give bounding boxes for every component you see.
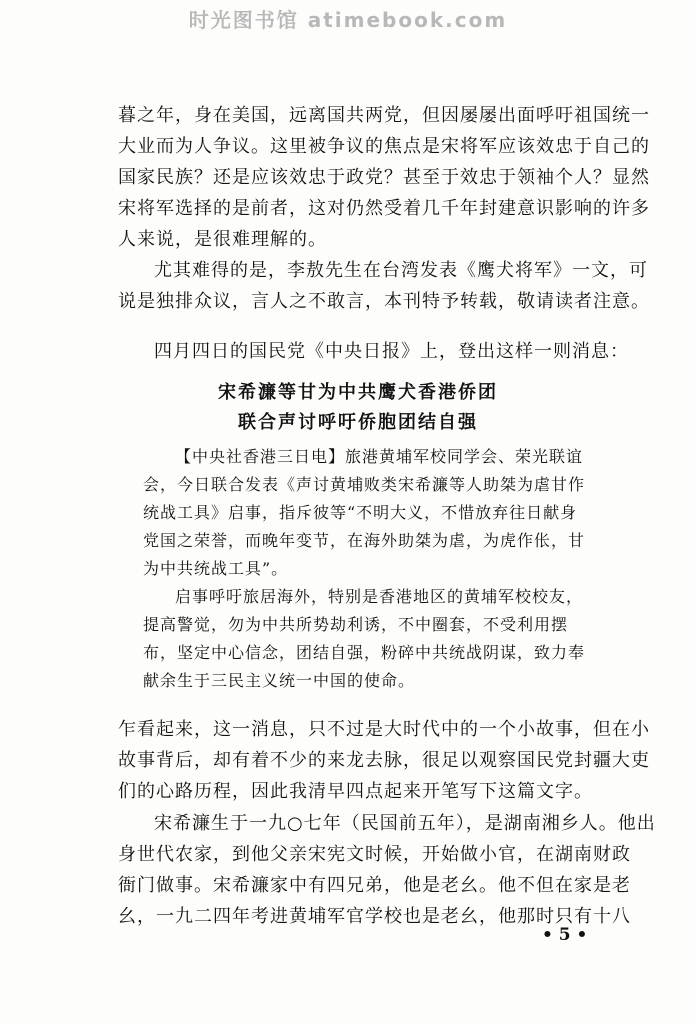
news-quote-2 bbox=[143, 583, 588, 695]
paragraph-1 bbox=[118, 100, 650, 255]
text-line: 故事背后，却有着不少的来龙去脉，很足以观察国民党封疆大吏 bbox=[118, 750, 650, 771]
text-line: 宋将军选择的是前者，这对仍然受着几千年封建意识影响的许多 bbox=[118, 198, 650, 219]
watermark: 时光图书馆 atimebook.com bbox=[188, 8, 508, 32]
text-line: 衙门做事。宋希濂家中有四兄弟，他是老幺。他不但在家是老 bbox=[118, 875, 631, 896]
text-line: 身世代农家，到他父亲宋宪文时候，开始做小官，在湖南财政 bbox=[118, 844, 631, 865]
paragraph-3 bbox=[118, 714, 650, 807]
news-headline bbox=[118, 378, 598, 438]
text-line: 人来说，是很难理解的。 bbox=[118, 229, 327, 250]
paragraph-2 bbox=[118, 255, 650, 317]
quote-line: 献余生于三民主义统一中国的使命。 bbox=[143, 671, 416, 690]
quote-line: 布，坚定中心信念，团结自强，粉碎中共统战阴谋，致力奉 bbox=[143, 643, 586, 662]
text-line: 宋希濂生于一九○七年（民国前五年），是湖南湘乡人。他出 bbox=[154, 813, 656, 834]
intro-line bbox=[118, 336, 629, 367]
quote-line: 党国之荣誉，而晚年变节，在海外助桀为虐，为虎作伥，甘 bbox=[143, 531, 586, 550]
text-line: 暮之年，身在美国，远离国共两党，但因屡屡出面呼吁祖国统一 bbox=[118, 105, 650, 126]
text-line: 国家民族？还是应该效忠于政党？甚至于效忠于领袖个人？显然 bbox=[118, 167, 650, 188]
headline-line: 联合声讨呼吁侨胞团结自强 bbox=[238, 412, 478, 433]
headline-line: 宋希濂等甘为中共鹰犬香港侨团 bbox=[218, 382, 498, 403]
text-line: 乍看起来，这一消息，只不过是大时代中的一个小故事，但在小 bbox=[118, 719, 650, 740]
page-number: • 5 • bbox=[542, 925, 588, 945]
news-quote-1 bbox=[143, 443, 588, 583]
text-line: 尤其难得的是，李敖先生在台湾发表《鹰犬将军》一文，可 bbox=[154, 260, 648, 281]
text-line: 大业而为人争议。这里被争议的焦点是宋将军应该效忠于自己的 bbox=[118, 136, 650, 157]
text-line: 四月四日的国民党《中央日报》上，登出这样一则消息： bbox=[154, 341, 629, 362]
quote-line: 提高警觉，勿为中共所势劫利诱，不中圈套，不受利用摆 bbox=[143, 615, 569, 634]
text-line: 幺，一九二四年考进黄埔军官学校也是老幺，他那时只有十八 bbox=[118, 906, 631, 927]
quote-line: 【中央社香港三日电】旅港黄埔军校同学会、荣光联谊 bbox=[175, 447, 584, 466]
quote-line: 为中共统战工具”。 bbox=[143, 559, 289, 578]
text-line: 说是独排众议，言人之不敢言，本刊特予转载，敬请读者注意。 bbox=[118, 291, 650, 312]
text-line: 们的心路历程，因此我清早四点起来开笔写下这篇文字。 bbox=[118, 781, 593, 802]
quote-line: 会，今日联合发表《声讨黄埔败类宋希濂等人助桀为虐甘作 bbox=[143, 475, 586, 494]
quote-line: 启事呼吁旅居海外，特别是香港地区的黄埔军校校友， bbox=[175, 587, 584, 606]
paragraph-4 bbox=[118, 808, 656, 932]
quote-line: 统战工具》启事，指斥彼等“不明大义，不惜放弃往日献身 bbox=[143, 503, 578, 522]
